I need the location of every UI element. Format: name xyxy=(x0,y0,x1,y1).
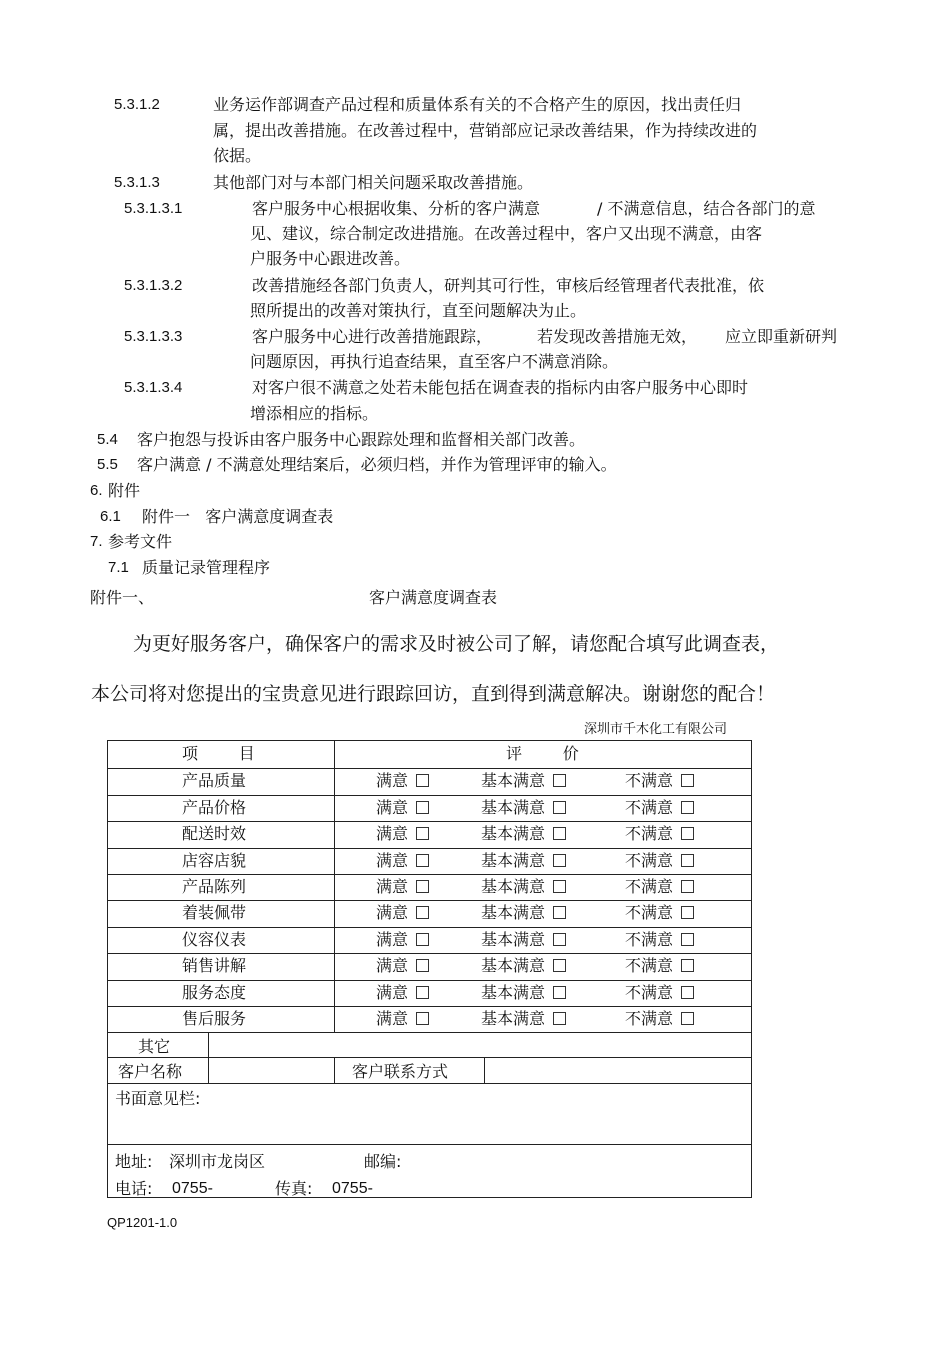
option-unsatisfied xyxy=(625,903,694,923)
option-basic xyxy=(481,771,566,791)
option-basic xyxy=(481,983,566,1003)
option-satisfied xyxy=(376,956,429,976)
option-unsatisfied xyxy=(625,851,694,871)
attachment-label: 附件一、 xyxy=(90,588,155,607)
section-number: 5.3.1.3.4 xyxy=(124,379,183,396)
section-text: 其他部门对与本部门相关问题采取改善措施。 xyxy=(213,173,534,192)
option-label: 不满意 xyxy=(625,956,674,975)
survey-item-label: 服务态度 xyxy=(182,983,247,1002)
section-text: 若发现改善措施无效， xyxy=(537,327,698,346)
address-value: 深圳市龙岗区 xyxy=(169,1152,266,1171)
satisfied-checkbox[interactable] xyxy=(416,774,429,787)
option-label: 满意 xyxy=(376,1009,409,1028)
option-label: 基本满意 xyxy=(481,1009,546,1028)
option-satisfied xyxy=(376,771,429,791)
header-item: 项 目 xyxy=(182,744,255,763)
option-label: 基本满意 xyxy=(481,771,546,790)
option-basic xyxy=(481,798,566,818)
option-label: 不满意 xyxy=(625,877,674,896)
unsatisfied-checkbox[interactable] xyxy=(681,1012,694,1025)
basic-satisfied-checkbox[interactable] xyxy=(553,880,566,893)
basic-satisfied-checkbox[interactable] xyxy=(553,827,566,840)
phone-label: 电话: xyxy=(115,1179,153,1198)
satisfied-checkbox[interactable] xyxy=(416,959,429,972)
section-text: 客户服务中心根据收集、分析的客户满意 xyxy=(252,199,541,218)
option-label: 基本满意 xyxy=(481,824,546,843)
basic-satisfied-checkbox[interactable] xyxy=(553,986,566,999)
option-label: 不满意 xyxy=(625,771,674,790)
satisfied-checkbox[interactable] xyxy=(416,801,429,814)
option-basic xyxy=(481,851,566,871)
option-basic xyxy=(481,877,566,897)
section-heading: 参考文件 xyxy=(108,532,173,551)
option-label: 不满意 xyxy=(625,824,674,843)
option-unsatisfied xyxy=(625,877,694,897)
section-number: 5.3.1.3.2 xyxy=(124,277,183,294)
option-satisfied xyxy=(376,1009,429,1029)
customer-name-label: 客户名称 xyxy=(118,1062,183,1081)
option-label: 基本满意 xyxy=(481,851,546,870)
satisfied-checkbox[interactable] xyxy=(416,854,429,867)
basic-satisfied-checkbox[interactable] xyxy=(553,906,566,919)
customer-contact-label: 客户联系方式 xyxy=(352,1062,449,1081)
survey-item-label: 产品质量 xyxy=(182,771,247,790)
option-satisfied xyxy=(376,851,429,871)
option-unsatisfied xyxy=(625,1009,694,1029)
option-label: 满意 xyxy=(376,956,409,975)
other-label: 其它 xyxy=(138,1037,171,1056)
phone-value: 0755- xyxy=(172,1180,213,1197)
unsatisfied-checkbox[interactable] xyxy=(681,880,694,893)
section-text: 质量记录管理程序 xyxy=(142,558,271,577)
section-heading: 附件 xyxy=(108,481,141,500)
basic-satisfied-checkbox[interactable] xyxy=(553,1012,566,1025)
section-text: 属，提出改善措施。在改善过程中，营销部应记录改善结果，作为持续改进的 xyxy=(213,121,758,140)
basic-satisfied-checkbox[interactable] xyxy=(553,959,566,972)
satisfied-checkbox[interactable] xyxy=(416,933,429,946)
section-number: 6.1 xyxy=(100,508,121,525)
section-number: 5.3.1.3 xyxy=(114,174,160,191)
satisfied-checkbox[interactable] xyxy=(416,880,429,893)
header-eval: 评 价 xyxy=(506,744,579,763)
option-label: 基本满意 xyxy=(481,798,546,817)
unsatisfied-checkbox[interactable] xyxy=(681,986,694,999)
option-unsatisfied xyxy=(625,798,694,818)
option-label: 满意 xyxy=(376,930,409,949)
zip-label: 邮编: xyxy=(364,1152,402,1171)
option-satisfied xyxy=(376,983,429,1003)
survey-item-label: 店容店貌 xyxy=(182,851,247,870)
satisfied-checkbox[interactable] xyxy=(416,906,429,919)
section-number: 7. xyxy=(90,533,103,550)
option-label: 不满意 xyxy=(625,903,674,922)
section-number: 5.3.1.2 xyxy=(114,96,160,113)
option-label: 满意 xyxy=(376,824,409,843)
section-number: 6. xyxy=(90,482,103,499)
option-label: 基本满意 xyxy=(481,956,546,975)
address-label: 地址: xyxy=(115,1152,153,1171)
option-satisfied xyxy=(376,877,429,897)
intro-text: 本公司将对您提出的宝贵意见进行跟踪回访，直到得到满意解决。谢谢您的配合！ xyxy=(91,683,776,705)
intro-text: 为更好服务客户，确保客户的需求及时被公司了解，请您配合填写此调查表， xyxy=(133,633,780,655)
unsatisfied-checkbox[interactable] xyxy=(681,959,694,972)
option-unsatisfied xyxy=(625,824,694,844)
survey-item-label: 仪容仪表 xyxy=(182,930,247,949)
option-label: 不满意 xyxy=(625,930,674,949)
opinion-label: 书面意见栏: xyxy=(115,1089,201,1108)
doc-code: QP1201-1.0 xyxy=(107,1215,178,1230)
basic-satisfied-checkbox[interactable] xyxy=(553,801,566,814)
satisfied-checkbox[interactable] xyxy=(416,986,429,999)
company-name: 深圳市千木化工有限公司 xyxy=(584,722,728,737)
section-text: 业务运作部调查产品过程和质量体系有关的不合格产生的原因，找出责任归 xyxy=(213,95,742,114)
option-satisfied xyxy=(376,824,429,844)
option-basic xyxy=(481,1009,566,1029)
survey-item-label: 着装佩带 xyxy=(182,903,247,922)
option-basic xyxy=(481,903,566,923)
option-satisfied xyxy=(376,903,429,923)
survey-item-label: 产品价格 xyxy=(182,798,247,817)
option-satisfied xyxy=(376,930,429,950)
option-unsatisfied xyxy=(625,771,694,791)
survey-table xyxy=(107,740,752,1198)
unsatisfied-checkbox[interactable] xyxy=(681,801,694,814)
option-basic xyxy=(481,956,566,976)
option-label: 不满意 xyxy=(625,1009,674,1028)
form-title: 客户满意度调查表 xyxy=(369,588,498,607)
section-text: 见、建议，综合制定改进措施。在改善过程中，客户又出现不满意，由客 xyxy=(250,224,763,243)
unsatisfied-checkbox[interactable] xyxy=(681,933,694,946)
section-text: 附件一 客户满意度调查表 xyxy=(142,507,334,526)
option-label: 满意 xyxy=(376,851,409,870)
section-text: 依据。 xyxy=(213,146,262,165)
option-label: 不满意 xyxy=(625,983,674,1002)
option-satisfied xyxy=(376,798,429,818)
option-label: 基本满意 xyxy=(481,930,546,949)
option-label: 满意 xyxy=(376,798,409,817)
section-number: 7.1 xyxy=(108,559,129,576)
option-basic xyxy=(481,824,566,844)
satisfied-checkbox[interactable] xyxy=(416,827,429,840)
section-text: 客户抱怨与投诉由客户服务中心跟踪处理和监督相关部门改善。 xyxy=(137,430,586,449)
option-label: 基本满意 xyxy=(481,903,546,922)
option-unsatisfied xyxy=(625,930,694,950)
option-label: 满意 xyxy=(376,877,409,896)
section-number: 5.3.1.3.3 xyxy=(124,328,183,345)
option-unsatisfied xyxy=(625,956,694,976)
option-label: 不满意 xyxy=(625,798,674,817)
section-number: 5.5 xyxy=(97,456,118,473)
option-label: 基本满意 xyxy=(481,877,546,896)
section-text: 应立即重新研判 xyxy=(725,327,838,346)
option-label: 不满意 xyxy=(625,851,674,870)
fax-value: 0755- xyxy=(332,1180,373,1197)
section-number: 5.4 xyxy=(97,431,118,448)
basic-satisfied-checkbox[interactable] xyxy=(553,854,566,867)
section-text: 改善措施经各部门负责人，研判其可行性，审核后经管理者代表批准，依 xyxy=(252,276,765,295)
survey-item-label: 配送时效 xyxy=(182,824,247,843)
option-unsatisfied xyxy=(625,983,694,1003)
option-basic xyxy=(481,930,566,950)
basic-satisfied-checkbox[interactable] xyxy=(553,774,566,787)
basic-satisfied-checkbox[interactable] xyxy=(553,933,566,946)
survey-item-label: 售后服务 xyxy=(182,1009,247,1028)
section-text: 照所提出的改善对策执行，直至问题解决为止。 xyxy=(250,301,587,320)
option-label: 基本满意 xyxy=(481,983,546,1002)
section-text: 对客户很不满意之处若未能包括在调查表的指标内由客户服务中心即时 xyxy=(252,378,749,397)
section-text: 户服务中心跟进改善。 xyxy=(250,249,411,268)
unsatisfied-checkbox[interactable] xyxy=(681,827,694,840)
unsatisfied-checkbox[interactable] xyxy=(681,906,694,919)
fax-label: 传真: xyxy=(275,1179,313,1198)
section-text: / 不满意信息，结合各部门的意 xyxy=(597,199,816,218)
unsatisfied-checkbox[interactable] xyxy=(681,854,694,867)
option-label: 满意 xyxy=(376,983,409,1002)
survey-item-label: 产品陈列 xyxy=(182,877,247,896)
section-number: 5.3.1.3.1 xyxy=(124,200,183,217)
option-label: 满意 xyxy=(376,903,409,922)
section-text: 客户满意 / 不满意处理结案后，必须归档，并作为管理评审的输入。 xyxy=(137,455,617,474)
option-label: 满意 xyxy=(376,771,409,790)
survey-item-label: 销售讲解 xyxy=(182,956,247,975)
satisfied-checkbox[interactable] xyxy=(416,1012,429,1025)
section-text: 增添相应的指标。 xyxy=(250,404,379,423)
section-text: 客户服务中心进行改善措施跟踪， xyxy=(252,327,493,346)
unsatisfied-checkbox[interactable] xyxy=(681,774,694,787)
section-text: 问题原因，再执行追查结果，直至客户不满意消除。 xyxy=(250,352,619,371)
